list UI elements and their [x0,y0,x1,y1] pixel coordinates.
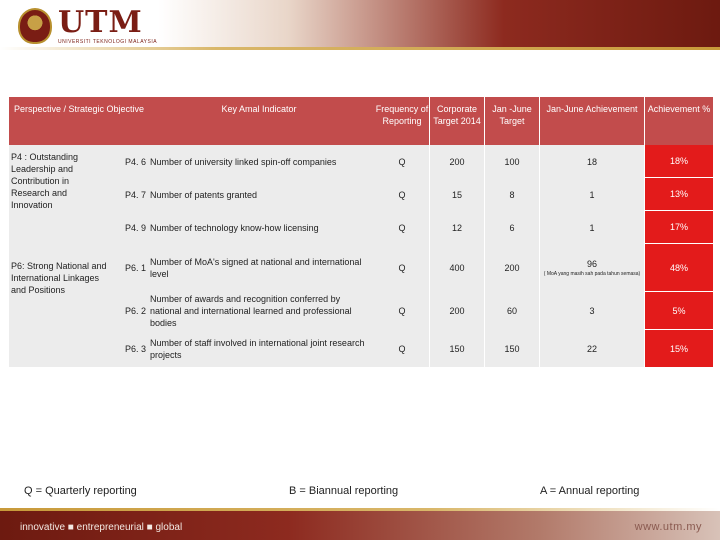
frequency-value: Q [375,292,429,330]
jan-target-value: 150 [485,330,539,367]
target-value: 400 [430,244,484,292]
footer-website-link[interactable]: www.utm.my [634,521,702,533]
jan-target-value: 100 [485,145,539,178]
kpi-table [9,97,713,367]
kpi-code: P6. 2 [110,292,149,330]
header-jan-june-target: Jan -June Target [485,97,539,145]
kpi-label: Number of staff involved in international joint research projects [149,330,369,367]
legend-biannual: B = Biannual reporting [289,485,399,497]
achievement-value: 1 [540,178,644,211]
frequency-value: Q [375,145,429,178]
perspective-p6: P6: Strong National and International Linkages and Positions [9,244,110,367]
jan-target-value: 60 [485,292,539,330]
kpi-code: P6. 3 [110,330,149,367]
jan-target-value: 6 [485,211,539,244]
header-frequency: Frequency of Reporting [375,97,429,145]
kpi-label: Number of university linked spin-off companies [149,145,369,178]
achievement-cell [540,244,644,292]
kpi-label: Number of patents granted [149,178,369,211]
crest-icon [18,8,52,44]
achievement-pct: 5% [645,292,713,330]
achievement-note: ( MoA yang masih sah pada tahun semasa) [543,270,641,277]
target-value: 12 [430,211,484,244]
logo-name: UTM [58,4,143,40]
achievement-value: 96 [586,258,597,269]
achievement-value: 1 [540,211,644,244]
top-gold-stripe [0,47,720,50]
header-kpi: Key Amal Indicator [149,97,369,145]
utm-logo [18,6,157,46]
target-value: 15 [430,178,484,211]
kpi-code: P4. 6 [110,145,149,178]
achievement-pct: 15% [645,330,713,367]
legend-annual: A = Annual reporting [540,485,640,497]
achievement-pct: 13% [645,178,713,211]
kpi-label: Number of technology know-how licensing [149,211,369,244]
legend-quarterly: Q = Quarterly reporting [24,485,137,497]
logo-subtitle: UNIVERSITI TEKNOLOGI MALAYSIA [58,38,158,45]
achievement-value: 3 [540,292,644,330]
header-target-2014: Corporate Target 2014 [430,97,484,145]
kpi-code: P6. 1 [110,244,149,292]
jan-target-value: 200 [485,244,539,292]
achievement-value: 22 [540,330,644,367]
perspective-p4: P4 : Outstanding Leadership and Contribution in Research and Innovation [9,145,110,244]
jan-target-value: 8 [485,178,539,211]
header-perspective: Perspective / Strategic Objective [9,97,149,145]
kpi-label: Number of awards and recognition conferred by national and international learned and professional bodies [149,292,369,330]
target-value: 200 [430,292,484,330]
top-banner [0,0,720,50]
kpi-code: P4. 9 [110,211,149,244]
frequency-value: Q [375,178,429,211]
header-jan-june-achievement: Jan-June Achievement [540,97,644,145]
kpi-label: Number of MoA's signed at national and international level [149,244,369,292]
header-achievement-pct: Achievement % [645,97,713,145]
achievement-pct: 48% [645,244,713,292]
target-value: 150 [430,330,484,367]
footer-banner [0,508,720,540]
footer-gold-stripe [0,508,720,511]
achievement-value: 18 [540,145,644,178]
achievement-pct: 17% [645,211,713,244]
target-value: 200 [430,145,484,178]
frequency-value: Q [375,330,429,367]
footer-tagline: innovative ■ entrepreneurial ■ global [20,522,183,533]
achievement-pct: 18% [645,145,713,178]
kpi-code: P4. 7 [110,178,149,211]
frequency-value: Q [375,211,429,244]
frequency-value: Q [375,244,429,292]
